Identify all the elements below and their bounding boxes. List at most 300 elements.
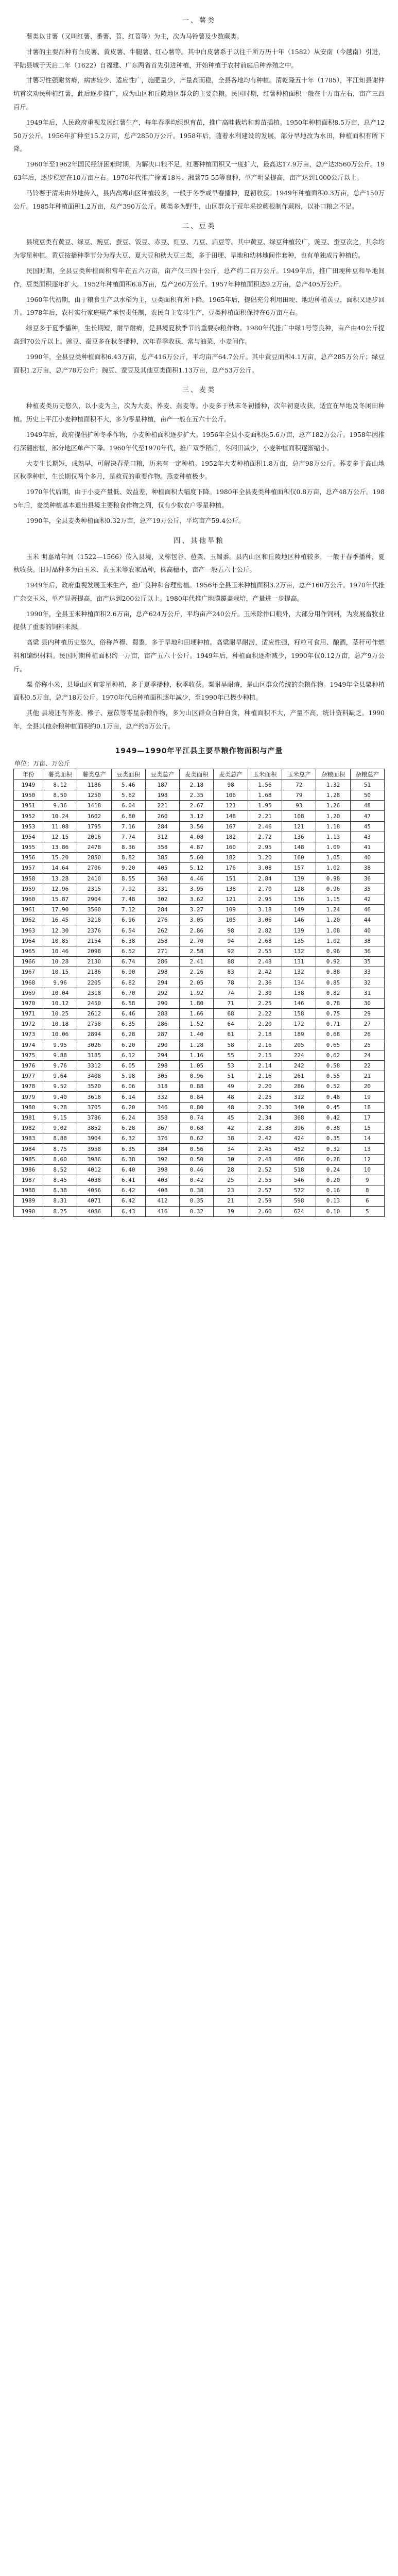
table-value-cell: 3705 [77, 1102, 111, 1112]
table-value-cell: 41 [350, 842, 384, 852]
table-row [14, 905, 385, 915]
table-value-cell: 6.42 [111, 1185, 145, 1196]
table-year-cell: 1960 [14, 894, 43, 904]
table-value-cell: 10.18 [43, 1019, 77, 1029]
table-value-cell: 368 [282, 1112, 316, 1123]
table-value-cell: 2.20 [248, 1081, 282, 1092]
table-value-cell: 0.24 [316, 1164, 350, 1175]
table-row [14, 1133, 385, 1144]
table-value-cell: 50 [350, 790, 384, 801]
table-value-cell: 2850 [77, 853, 111, 863]
table-value-cell: 8 [350, 1185, 384, 1196]
table-value-cell: 2.20 [248, 1019, 282, 1029]
table-value-cell: 7.48 [111, 894, 145, 904]
table-value-cell: 2.58 [180, 946, 214, 956]
body-paragraph: 马铃薯于清末由外地传入，县内高寒山区种植较多，一般于冬季或早春播种，夏初收获。1949年种植面积0.3万亩，总产150万公斤。1985年种植面积1.2万亩，总产390万公斤。蕨类多为野生，山区群众于荒年采挖蕨根制作蕨粉，以补口粮之不足。 [13, 189, 385, 210]
table-value-cell: 45 [350, 821, 384, 832]
table-value-cell: 3185 [77, 1050, 111, 1060]
table-year-cell: 1987 [14, 1175, 43, 1185]
body-paragraph: 高粱 县内种植历史悠久，俗称芦穄、蜀黍，多于旱地和田埂种植。高粱耐旱耐涝，适应性强，籽粒可食用、酿酒，茎秆可作燃料和编织材料。民国时期种植面积约一万亩，亩产五六十公斤。1949年后，种植面积逐渐减少，1990年仅0.12万亩，总产9万公斤。 [13, 638, 385, 673]
table-value-cell: 9.20 [111, 863, 145, 873]
table-value-cell: 2.15 [248, 1050, 282, 1060]
table-value-cell: 8.25 [43, 1206, 77, 1216]
table-row [14, 842, 385, 852]
table-value-cell: 1.56 [248, 779, 282, 790]
table-value-cell: 9.95 [43, 1040, 77, 1050]
table-value-cell: 148 [282, 842, 316, 852]
table-header-row [14, 769, 385, 779]
table-value-cell: 17 [350, 1112, 384, 1123]
table-value-cell: 0.68 [316, 1029, 350, 1040]
table-value-cell: 7.74 [111, 832, 145, 842]
table-value-cell: 148 [214, 811, 248, 821]
table-value-cell: 38 [214, 1133, 248, 1144]
table-value-cell: 286 [145, 957, 179, 967]
table-value-cell: 9.15 [43, 1112, 77, 1123]
table-row [14, 925, 385, 936]
table-value-cell: 261 [282, 1071, 316, 1081]
table-value-cell: 3.05 [180, 915, 214, 925]
table-value-cell: 0.46 [180, 1164, 214, 1175]
table-value-cell: 4.46 [180, 873, 214, 884]
table-value-cell: 6.32 [111, 1133, 145, 1144]
table-value-cell: 6.24 [111, 1112, 145, 1123]
table-value-cell: 1.13 [316, 832, 350, 842]
table-year-cell: 1988 [14, 1185, 43, 1196]
table-value-cell: 6.82 [111, 977, 145, 988]
table-value-cell: 2.70 [248, 884, 282, 894]
table-value-cell: 19 [214, 1206, 248, 1216]
table-value-cell: 2.16 [248, 1071, 282, 1081]
table-value-cell: 287 [145, 1029, 179, 1040]
table-value-cell: 3.20 [248, 853, 282, 863]
table-value-cell: 298 [145, 1060, 179, 1071]
table-value-cell: 2612 [77, 1008, 111, 1019]
table-value-cell: 1250 [77, 790, 111, 801]
table-value-cell: 10.85 [43, 936, 77, 946]
table-value-cell: 23 [214, 1185, 248, 1196]
table-value-cell: 1.32 [316, 779, 350, 790]
table-value-cell: 0.84 [180, 1092, 214, 1102]
table-value-cell: 0.92 [316, 957, 350, 967]
table-row [14, 1092, 385, 1102]
table-value-cell: 3.18 [248, 905, 282, 915]
table-value-cell: 6.41 [111, 1175, 145, 1185]
table-value-cell: 42 [214, 1123, 248, 1133]
table-value-cell: 3786 [77, 1112, 111, 1123]
table-value-cell: 2.67 [180, 801, 214, 811]
table-value-cell: 305 [145, 1071, 179, 1081]
table-value-cell: 136 [282, 894, 316, 904]
table-year-cell: 1951 [14, 801, 43, 811]
table-value-cell: 0.82 [316, 988, 350, 998]
table-value-cell: 15.20 [43, 853, 77, 863]
table-value-cell: 2318 [77, 988, 111, 998]
table-year-cell: 1967 [14, 967, 43, 977]
table-value-cell: 6.20 [111, 1102, 145, 1112]
table-value-cell: 3026 [77, 1040, 111, 1050]
table-year-cell: 1972 [14, 1019, 43, 1029]
body-paragraph: 玉米 明嘉靖年间（1522—1566）传入县境，又称包谷、苞粟、玉蜀黍。县内山区和丘陵地区种植较多，一般于春季播种，夏秋收获。旧时品种多为白玉米、黄玉米等农家品种，株高穗小，亩产一般五六十公斤。 [13, 552, 385, 574]
table-row [14, 977, 385, 988]
table-value-cell: 2.41 [180, 957, 214, 967]
table-value-cell: 2.35 [180, 790, 214, 801]
section-title: 二、豆类 [182, 222, 216, 231]
table-row [14, 915, 385, 925]
table-year-cell: 1966 [14, 957, 43, 967]
table-value-cell: 2.68 [248, 936, 282, 946]
table-value-cell: 160 [282, 853, 316, 863]
table-value-cell: 27 [350, 1019, 384, 1029]
table-value-cell: 4.87 [180, 842, 214, 852]
table-year-cell: 1957 [14, 863, 43, 873]
table-value-cell: 292 [145, 988, 179, 998]
table-value-cell: 2.46 [248, 821, 282, 832]
table-value-cell: 6.80 [111, 811, 145, 821]
table-value-cell: 6.74 [111, 957, 145, 967]
table-value-cell: 10.06 [43, 1029, 77, 1040]
table-value-cell: 121 [282, 821, 316, 832]
table-value-cell: 1.92 [180, 988, 214, 998]
table-row [14, 821, 385, 832]
table-value-cell: 8.82 [111, 853, 145, 863]
table-value-cell: 15 [350, 1123, 384, 1133]
table-value-cell: 2.25 [248, 1092, 282, 1102]
table-value-cell: 294 [145, 1050, 179, 1060]
table-value-cell: 1.68 [248, 790, 282, 801]
table-value-cell: 10.04 [43, 988, 77, 998]
table-value-cell: 35 [350, 957, 384, 967]
table-value-cell: 385 [145, 853, 179, 863]
table-value-cell: 1.20 [316, 915, 350, 925]
table-year-cell: 1963 [14, 925, 43, 936]
table-value-cell: 368 [145, 873, 179, 884]
table-year-cell: 1982 [14, 1123, 43, 1133]
table-value-cell: 149 [282, 905, 316, 915]
table-year-cell: 1975 [14, 1050, 43, 1060]
table-value-cell: 1.26 [316, 801, 350, 811]
table-value-cell: 7.92 [111, 884, 145, 894]
table-value-cell: 46 [350, 905, 384, 915]
table-value-cell: 78 [214, 977, 248, 988]
table-header-cell: 杂粮面积 [316, 769, 350, 779]
table-value-cell: 0.52 [316, 1081, 350, 1092]
table-value-cell: 3.56 [180, 821, 214, 832]
table-value-cell: 384 [145, 1144, 179, 1154]
table-value-cell: 135 [282, 936, 316, 946]
table-value-cell: 94 [214, 936, 248, 946]
table-value-cell: 88 [214, 957, 248, 967]
table-value-cell: 93 [282, 801, 316, 811]
table-row [14, 1144, 385, 1154]
table-value-cell: 6.05 [111, 1060, 145, 1071]
table-value-cell: 12 [350, 1154, 384, 1164]
table-value-cell: 8.50 [43, 790, 77, 801]
table-row [14, 1040, 385, 1050]
table-value-cell: 10.12 [43, 998, 77, 1008]
table-value-cell: 36 [350, 873, 384, 884]
table-value-cell: 2.21 [248, 811, 282, 821]
table-value-cell: 284 [145, 821, 179, 832]
table-year-cell: 1949 [14, 779, 43, 790]
table-value-cell: 32 [350, 977, 384, 988]
table-value-cell: 45 [214, 1112, 248, 1123]
table-value-cell: 3.27 [180, 905, 214, 915]
table-value-cell: 452 [282, 1144, 316, 1154]
table-value-cell: 25 [214, 1175, 248, 1185]
table-value-cell: 6.20 [111, 1040, 145, 1050]
table-value-cell: 1795 [77, 821, 111, 832]
table-value-cell: 3852 [77, 1123, 111, 1133]
table-year-cell: 1958 [14, 873, 43, 884]
table-value-cell: 7.16 [111, 821, 145, 832]
table-value-cell: 13 [350, 1144, 384, 1154]
table-year-cell: 1977 [14, 1071, 43, 1081]
table-value-cell: 0.75 [316, 1008, 350, 1019]
table-value-cell: 6.04 [111, 801, 145, 811]
table-value-cell: 416 [145, 1206, 179, 1216]
table-year-cell: 1980 [14, 1102, 43, 1112]
table-value-cell: 98 [214, 779, 248, 790]
table-row [14, 863, 385, 873]
table-value-cell: 11.08 [43, 821, 77, 832]
table-value-cell: 61 [214, 1029, 248, 1040]
table-value-cell: 286 [282, 1081, 316, 1092]
table-value-cell: 6.38 [111, 1154, 145, 1164]
table-value-cell: 2.57 [248, 1185, 282, 1196]
table-value-cell: 0.71 [316, 1019, 350, 1029]
table-year-cell: 1989 [14, 1196, 43, 1206]
table-value-cell: 0.55 [316, 1071, 350, 1081]
table-year-cell: 1979 [14, 1092, 43, 1102]
table-value-cell: 486 [282, 1154, 316, 1164]
body-paragraph: 1949年后，政府提倡扩种冬季作物，小麦种植面积逐步扩大。1956年全县小麦面积达5.6万亩，总产182万公斤。1958年因推行深翻密植，部分地区单产下降。1960年代至1970年代，推广双季稻后，冬闲田减少，小麦种植面积逐渐缩小。 [13, 430, 385, 452]
table-value-cell: 72 [282, 779, 316, 790]
table-value-cell: 2.48 [248, 1154, 282, 1164]
table-value-cell: 8.36 [111, 842, 145, 852]
body-paragraph: 1960年代初期，由于粮食生产以水稻为主，豆类面积有所下降。1965年后，提倡充分利用田埂、地边种植黄豆，面积又逐步回升。1978年后，农村实行家庭联产承包责任制，农民自主安排生产，豆类种植面积保持在6万亩左右。 [13, 295, 385, 317]
gazetteer-page [0, 0, 398, 1227]
text-sections [13, 14, 385, 733]
table-row [14, 1112, 385, 1123]
table-value-cell: 2.70 [180, 936, 214, 946]
table-value-cell: 0.45 [316, 1102, 350, 1112]
table-value-cell: 5.12 [180, 863, 214, 873]
table-value-cell: 5.62 [111, 790, 145, 801]
table-value-cell: 271 [145, 946, 179, 956]
table-value-cell: 21 [350, 1071, 384, 1081]
table-value-cell: 18 [350, 1102, 384, 1112]
table-year-cell: 1983 [14, 1133, 43, 1144]
table-value-cell: 392 [145, 1154, 179, 1164]
table-value-cell: 151 [214, 873, 248, 884]
table-value-cell: 0.65 [316, 1040, 350, 1050]
table-value-cell: 2.59 [248, 1196, 282, 1206]
table-year-cell: 1965 [14, 946, 43, 956]
table-value-cell: 12.15 [43, 832, 77, 842]
table-value-cell: 518 [282, 1164, 316, 1175]
table-value-cell: 9.36 [43, 801, 77, 811]
table-value-cell: 358 [145, 1112, 179, 1123]
table-value-cell: 624 [282, 1206, 316, 1216]
table-value-cell: 0.96 [180, 1071, 214, 1081]
table-header-cell: 玉米面积 [248, 769, 282, 779]
table-value-cell: 139 [282, 925, 316, 936]
table-value-cell: 8.52 [43, 1164, 77, 1175]
table-value-cell: 7.12 [111, 905, 145, 915]
table-value-cell: 12.96 [43, 884, 77, 894]
table-value-cell: 15.87 [43, 894, 77, 904]
table-value-cell: 2.14 [248, 1060, 282, 1071]
table-value-cell: 167 [214, 821, 248, 832]
table-value-cell: 8.45 [43, 1175, 77, 1185]
body-paragraph: 粟 俗称小米，县境山区有零星种植，多于夏季播种，秋季收获。粟耐旱耐瘠，是山区群众传统的杂粮作物。1949年全县粟种植面积0.5万亩，总产18万公斤。1970年代后种植面积逐年减少，至1990年已极少种植。 [13, 680, 385, 702]
table-value-cell: 302 [145, 894, 179, 904]
table-value-cell: 9.02 [43, 1123, 77, 1133]
table-value-cell: 0.42 [180, 1175, 214, 1185]
table-row [14, 811, 385, 821]
table-value-cell: 424 [282, 1133, 316, 1144]
table-value-cell: 24 [350, 1050, 384, 1060]
table-value-cell: 8.75 [43, 1144, 77, 1154]
table-value-cell: 9 [350, 1175, 384, 1185]
body-paragraph: 1990年，全县玉米种植面积2.6万亩，总产624万公斤，平均亩产240公斤。玉米除作口粮外，大部分用作饲料，为发展畜牧业提供了重要的饲料来源。 [13, 609, 385, 631]
table-value-cell: 6.35 [111, 1144, 145, 1154]
table-value-cell: 0.38 [180, 1185, 214, 1196]
table-value-cell: 51 [350, 779, 384, 790]
table-value-cell: 0.68 [180, 1123, 214, 1133]
table-value-cell: 25 [350, 1040, 384, 1050]
table-row [14, 1060, 385, 1071]
table-value-cell: 13.86 [43, 842, 77, 852]
table-value-cell: 1.05 [316, 853, 350, 863]
table-value-cell: 182 [214, 832, 248, 842]
table-value-cell: 2.55 [248, 1175, 282, 1185]
table-value-cell: 6.90 [111, 967, 145, 977]
table-value-cell: 20 [350, 1081, 384, 1092]
table-value-cell: 290 [145, 1040, 179, 1050]
table-title: 1949—1990年平江县主要旱粮作物面积与产量 [115, 747, 283, 755]
table-value-cell: 157 [282, 863, 316, 873]
table-value-cell: 48 [214, 1092, 248, 1102]
table-value-cell: 4071 [77, 1196, 111, 1206]
table-value-cell: 14.64 [43, 863, 77, 873]
table-row [14, 1154, 385, 1164]
table-row [14, 988, 385, 998]
table-row [14, 967, 385, 977]
table-value-cell: 48 [214, 1102, 248, 1112]
table-value-cell: 6.28 [111, 1029, 145, 1040]
table-value-cell: 221 [145, 801, 179, 811]
table-value-cell: 2.55 [248, 946, 282, 956]
table-value-cell: 2315 [77, 884, 111, 894]
body-paragraph: 1990年，全县麦类种植面积0.32万亩，总产19万公斤，平均亩产59.4公斤。 [26, 516, 245, 524]
table-value-cell: 131 [282, 957, 316, 967]
table-value-cell: 396 [282, 1123, 316, 1133]
table-value-cell: 132 [282, 946, 316, 956]
body-paragraph: 大麦生长期短，成熟早，可解决春荒口粮，历来有一定种植。1952年大麦种植面积1.8万亩，总产98万公斤。荞麦多于高山地区秋季种植，生长期仅两个多月，是救荒的重要作物。燕麦种植极少。 [13, 459, 385, 481]
table-value-cell: 182 [214, 853, 248, 863]
table-value-cell: 28 [214, 1164, 248, 1175]
table-value-cell: 4038 [77, 1175, 111, 1185]
table-year-cell: 1985 [14, 1154, 43, 1164]
table-year-cell: 1953 [14, 821, 43, 832]
table-value-cell: 2.48 [248, 957, 282, 967]
table-value-cell: 35 [350, 884, 384, 894]
table-value-cell: 1186 [77, 779, 111, 790]
table-value-cell: 6.38 [111, 936, 145, 946]
table-value-cell: 2904 [77, 894, 111, 904]
table-value-cell: 26 [350, 1029, 384, 1040]
table-value-cell: 1.95 [248, 801, 282, 811]
table-value-cell: 205 [282, 1040, 316, 1050]
table-value-cell: 2205 [77, 977, 111, 988]
body-paragraph: 1970年代后期，由于小麦产量低、效益差，种植面积大幅度下降。1980年全县麦类种植面积仅0.8万亩，总产48万公斤。1985年后，麦类种植基本退出县境主要粮食作物之列，仅有少数农户零星种植。 [13, 488, 385, 509]
table-value-cell: 572 [282, 1185, 316, 1196]
table-value-cell: 176 [214, 863, 248, 873]
table-year-cell: 1954 [14, 832, 43, 842]
table-value-cell: 1.66 [180, 1008, 214, 1019]
table-value-cell: 3986 [77, 1154, 111, 1164]
table-value-cell: 2.18 [248, 1029, 282, 1040]
table-value-cell: 0.10 [316, 1206, 350, 1216]
table-row [14, 1019, 385, 1029]
table-year-cell: 1986 [14, 1164, 43, 1175]
table-year-cell: 1976 [14, 1060, 43, 1071]
table-header-cell: 豆类面积 [111, 769, 145, 779]
table-row [14, 946, 385, 956]
table-year-cell: 1981 [14, 1112, 43, 1123]
table-value-cell: 0.16 [316, 1185, 350, 1196]
table-year-cell: 1969 [14, 988, 43, 998]
body-paragraph: 甘薯习性强耐贫瘠，病害较少、适应性广，施肥量少，产量高而稳，全县各地均有种植。清乾隆五十年（1785），平江知县谢仲坑首次劝民种植红薯，此后逐步推广，成为山区和丘陵地区群众的主要杂粮。民国时期，红薯种植面积一般在十万亩左右，亩产三四百斤。 [13, 76, 385, 111]
table-value-cell: 2.60 [248, 1206, 282, 1216]
table-value-cell: 0.74 [180, 1112, 214, 1123]
table-value-cell: 358 [145, 842, 179, 852]
table-value-cell: 132 [282, 967, 316, 977]
table-value-cell: 0.96 [316, 884, 350, 894]
table-value-cell: 5 [350, 1206, 384, 1216]
table-value-cell: 22 [350, 1060, 384, 1071]
table-row [14, 1071, 385, 1081]
table-value-cell: 1.80 [180, 998, 214, 1008]
body-paragraph: 1949年后，政府重视发展玉米生产，推广良种和合理密植。1956年全县玉米种植面积3.2万亩，总产160万公斤。1970年代推广杂交玉米，单产显著提高，亩产达到200公斤以上。1980年代推广地膜覆盖栽培，产量进一步提高。 [13, 581, 385, 602]
table-value-cell: 3.06 [248, 915, 282, 925]
table-value-cell: 6.35 [111, 1019, 145, 1029]
body-paragraph: 其他 县境还有荞麦、穇子、薏苡等零星杂粮作物，多为山区群众自种自食，种植面积不大，产量不高，统计资料缺乏。1990年，全县其他杂粮种植面积约0.1万亩，总产约5万公斤。 [13, 709, 385, 731]
table-value-cell: 403 [145, 1175, 179, 1185]
table-value-cell: 0.88 [316, 967, 350, 977]
table-row [14, 998, 385, 1008]
table-value-cell: 0.85 [316, 977, 350, 988]
body-paragraph: 种植麦类历史悠久，以小麦为主，次为大麦、荞麦、燕麦等。小麦多于秋末冬初播种，次年初夏收获，适宜在旱地及冬闲田种植。历史上平江小麦种植面积不大，多为零星种植，亩产一般在五六十公斤。 [13, 402, 385, 423]
table-value-cell: 6.70 [111, 988, 145, 998]
table-value-cell: 10.15 [43, 967, 77, 977]
table-value-cell: 2.38 [248, 1123, 282, 1133]
table-value-cell: 47 [350, 811, 384, 821]
table-value-cell: 2450 [77, 998, 111, 1008]
table-value-cell: 9.40 [43, 1092, 77, 1102]
table-value-cell: 1.18 [316, 821, 350, 832]
table-value-cell: 8.88 [43, 1133, 77, 1144]
table-value-cell: 9.96 [43, 977, 77, 988]
table-year-cell: 1955 [14, 842, 43, 852]
body-paragraph: 薯类以甘薯（又叫红薯、番薯、苕、红苕等）为主，次为马铃薯及少数蕨类。 [26, 32, 244, 40]
table-value-cell: 2.82 [248, 925, 282, 936]
table-value-cell: 16.45 [43, 915, 77, 925]
table-value-cell: 2.34 [248, 1112, 282, 1123]
table-value-cell: 408 [145, 1185, 179, 1196]
